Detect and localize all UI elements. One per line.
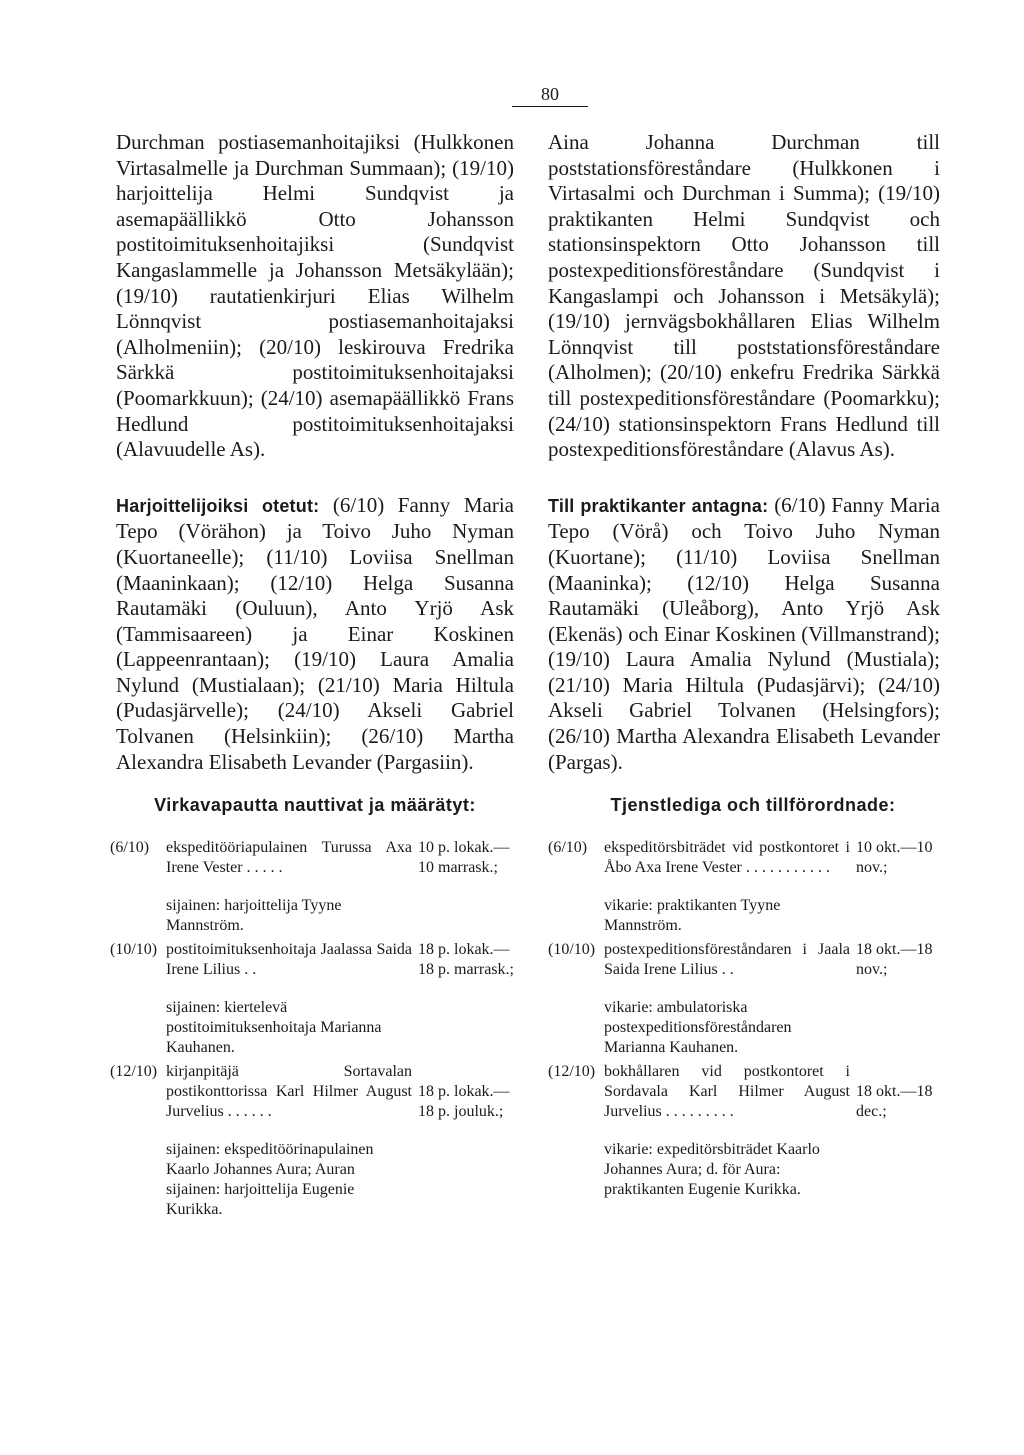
trainees-lead: Till praktikanter antagna: [548,495,769,516]
entry-description: ekspeditööriapulainen Turussa Axa Irene Vester . . . . . [166,839,412,876]
entry-period: 18 okt.—18 dec.; [856,1083,933,1120]
leave-entry [110,940,520,980]
entry-period: 18 p. lokak.— 18 p. jouluk.; [418,1083,510,1120]
entry-substitute: vikarie: praktikanten Tyyne Mannström. [604,897,781,934]
page-number-rule [512,106,588,107]
entry-substitute: vikarie: ambulatoriska postexpeditionsföreståndaren Marianna Kauhanen. [604,999,792,1056]
entry-date: (6/10) [110,839,150,856]
entry-date: (10/10) [110,941,158,958]
entry-period: 10 okt.—10 nov.; [856,839,933,876]
entry-date: (12/10) [110,1063,158,1080]
entry-description: postexpeditionsföreståndaren i Jaala Saida Irene Lilius . . [604,941,850,978]
entry-date: (6/10) [548,839,588,856]
trainees-paragraph [116,493,514,776]
entry-date: (12/10) [548,1063,596,1080]
leave-section-swedish [548,795,958,1200]
entry-description: postitoimituksenhoitaja Jaalassa Saida Irene Lilius . . [166,941,412,978]
entry-substitute: sijainen: ekspeditöörinapulainen Kaarlo Johannes Aura; Auran sijainen: harjoittelija Eugenie Kurikka. [166,1141,374,1218]
leave-entry [548,838,958,878]
trainees-section [548,493,940,776]
page-number-block [512,84,588,107]
right-column-swedish [548,130,940,775]
leave-entry [110,838,520,878]
entry-description: bokhållaren vid postkontoret i Sordavala Karl Hilmer August Jurvelius . . . . . . . . . [604,1063,850,1120]
leave-heading: Tjenstlediga och tillförordnade: [610,795,896,815]
trainees-lead: Harjoittelijoiksi otetut: [116,495,320,516]
appointments-paragraph: Durchman postiasemanhoitajiksi (Hulkkonen Virtasalmelle ja Durchman Summaan); (19/10) harjoittelija Helmi Sundqvist ja asemapäällikkö Otto Johansson postitoimituksenhoitajiksi (Sundqvist Kangaslammelle ja Johansson Metsäkylään); (19/10) rautatienkirjuri Elias Wilhelm Lönnqvist postiasemanhoitajaksi (Alholmeniin); (20/10) leskirouva Fredrika Särkkä postitoimituksenhoitajaksi (Poomarkkuun); (24/10) asemapäällikkö Frans Hedlund postitoimituksenhoitajaksi (Alavuudelle As). [116,130,514,462]
entry-substitute: sijainen: harjoittelija Tyyne Mannström. [166,897,342,934]
leave-entries [110,838,520,1220]
entry-substitute: sijainen: kiertelevä postitoimituksenhoitaja Marianna Kauhanen. [166,999,382,1056]
page-number: 80 [541,84,559,104]
entry-period: 18 okt.—18 nov.; [856,941,933,978]
trainees-paragraph [548,493,940,776]
entry-substitute: vikarie: expeditörsbiträdet Kaarlo Johannes Aura; d. för Aura: praktikanten Eugenie Kurikka. [604,1141,820,1198]
trainees-section [116,493,514,776]
entry-date: (10/10) [548,941,596,958]
trainees-text: (6/10) Fanny Maria Tepo (Vörähon) ja Toivo Juho Nyman (Kuortaneelle); (11/10) Loviisa Snellman (Maaninkaan); (12/10) Helga Susanna Rautamäki (Ouluun), Anto Yrjö Ask (Tammisaareen) ja Einar Koskinen (Lappeenrantaan); (19/10) Laura Amalia Nylund (Mustialaan); (21/10) Maria Hiltula (Pudasjärvelle); (24/10) Akseli Gabriel Tolvanen (Helsinkiin); (26/10) Martha Alexandra Elisabeth Levander (Pargasiin). [116,492,515,774]
entry-period: 18 p. lokak.— 18 p. marrask.; [418,941,514,978]
appointments-paragraph: Aina Johanna Durchman till poststationsföreståndare (Hulkkonen i Virtasalmi och Durchman i Summa); (19/10) praktikanten Helmi Sundqvist och stationsinspektorn Otto Johansson till postexpeditionsföreståndare (Sundqvist i Kangaslampi och Johansson i Metsäkylä); (19/10) jernvägsbokhållaren Elias Wilhelm Lönnqvist till poststationsföreståndare (Alholmen); (20/10) enkefru Fredrika Särkkä till postexpeditionsföreståndare (Poomarkku); (24/10) stationsinspektorn Frans Hedlund till postexpeditionsföreståndare (Alavus As). [548,130,940,462]
leave-entries [548,838,958,1200]
leave-entry [548,940,958,980]
trainees-text: (6/10) Fanny Maria Tepo (Vörå) och Toivo Juho Nyman (Kuortane); (11/10) Loviisa Snellman (Maaninka); (12/10) Helga Susanna Rautamäki (Uleåborg), Anto Yrjö Ask (Ekenäs) och Einar Koskinen (Villmanstrand); (19/10) Laura Amalia Nylund (Mustiala); (21/10) Maria Hiltula (Pudasjärvi); (24/10) Akseli Gabriel Tolvanen (Helsingfors); (26/10) Martha Alexandra Elisabeth Levander (Pargas). [548,492,940,774]
entry-description: kirjanpitäjä Sortavalan postikonttorissa Karl Hilmer August Jurvelius . . . . . . [166,1063,412,1120]
leave-entry [548,1062,958,1122]
left-column-finnish [116,130,514,775]
leave-heading: Virkavapautta nauttivat ja määrätyt: [154,795,476,815]
leave-entry [110,1062,520,1122]
leave-section-finnish [110,795,520,1220]
entry-period: 10 p. lokak.— 10 marrask.; [418,839,510,876]
entry-description: ekspeditörsbiträdet vid postkontoret i Åbo Axa Irene Vester . . . . . . . . . . . [604,839,850,876]
